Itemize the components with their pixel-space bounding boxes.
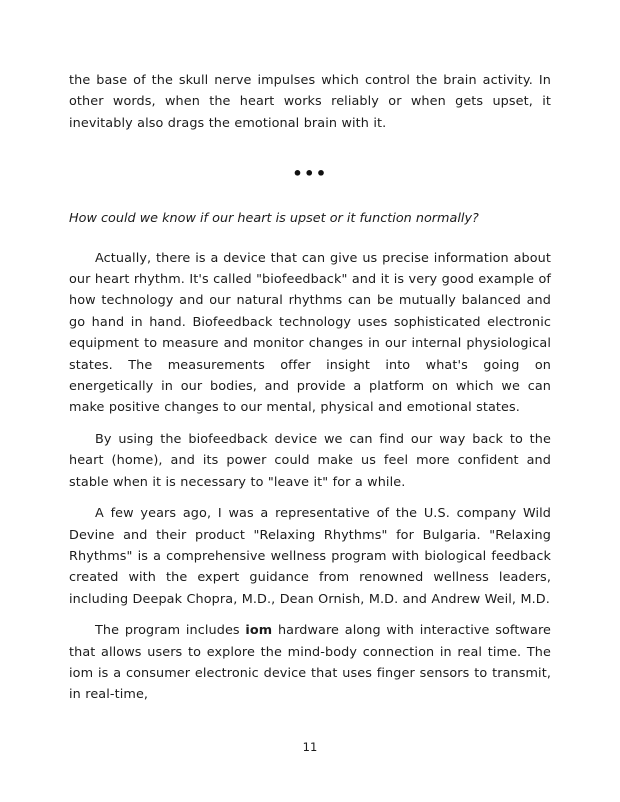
- paragraph-iom-text-after: hardware along with interactive software that allows users to explore the mind-body connection in real time. The iom is a consumer electronic device that uses finger sensors to transmit, in real-time,: [69, 623, 551, 703]
- three-dots-ornament: •••: [292, 164, 328, 184]
- paragraph-iom-text-before: The program includes: [95, 623, 246, 639]
- paragraph-wild-devine: A few years ago, I was a representative of the U.S. company Wild Devine and their product "Relaxing Rhythms" for Bulgaria. "Relaxing Rhythms" is a comprehensive wellness program with biological feedback created with the expert guidance from renowned wellness leaders, including Deepak Chopra, M.D., Dean Ornish, M.D. and Andrew Weil, M.D.: [69, 506, 551, 607]
- section-separator: [69, 144, 551, 208]
- paragraph-continuation: the base of the skull nerve impulses which control the brain activity. In other words, when the heart works reliably or when gets upset, it inevitably also drags the emotional brain with it.: [69, 73, 551, 131]
- paragraph-biofeedback-description: Actually, there is a device that can give us precise information about our heart rhythm. It's called "biofeedback" and it is very good example of how technology and our natural rhythms can be mutually balanced and go hand in hand. Biofeedback technology uses sophisticated electronic equipment to measure and monitor changes in our internal physiological states. The measurements offer insight into what's going on energetically in our bodies, and provide a platform on which we can make positive changes to our mental, physical and emotional states.: [69, 250, 551, 416]
- text-column: [69, 70, 551, 706]
- paragraph-iom-program: [69, 620, 551, 706]
- question-heading: How could we know if our heart is upset or it function normally?: [69, 211, 479, 227]
- paragraph-biofeedback-benefits: By using the biofeedback device we can find our way back to the heart (home), and its power could make us feel more confident and stable when it is necessary to "leave it" for a while.: [69, 431, 551, 490]
- iom-bold-term: iom: [245, 623, 273, 639]
- page-number: 11: [302, 740, 318, 754]
